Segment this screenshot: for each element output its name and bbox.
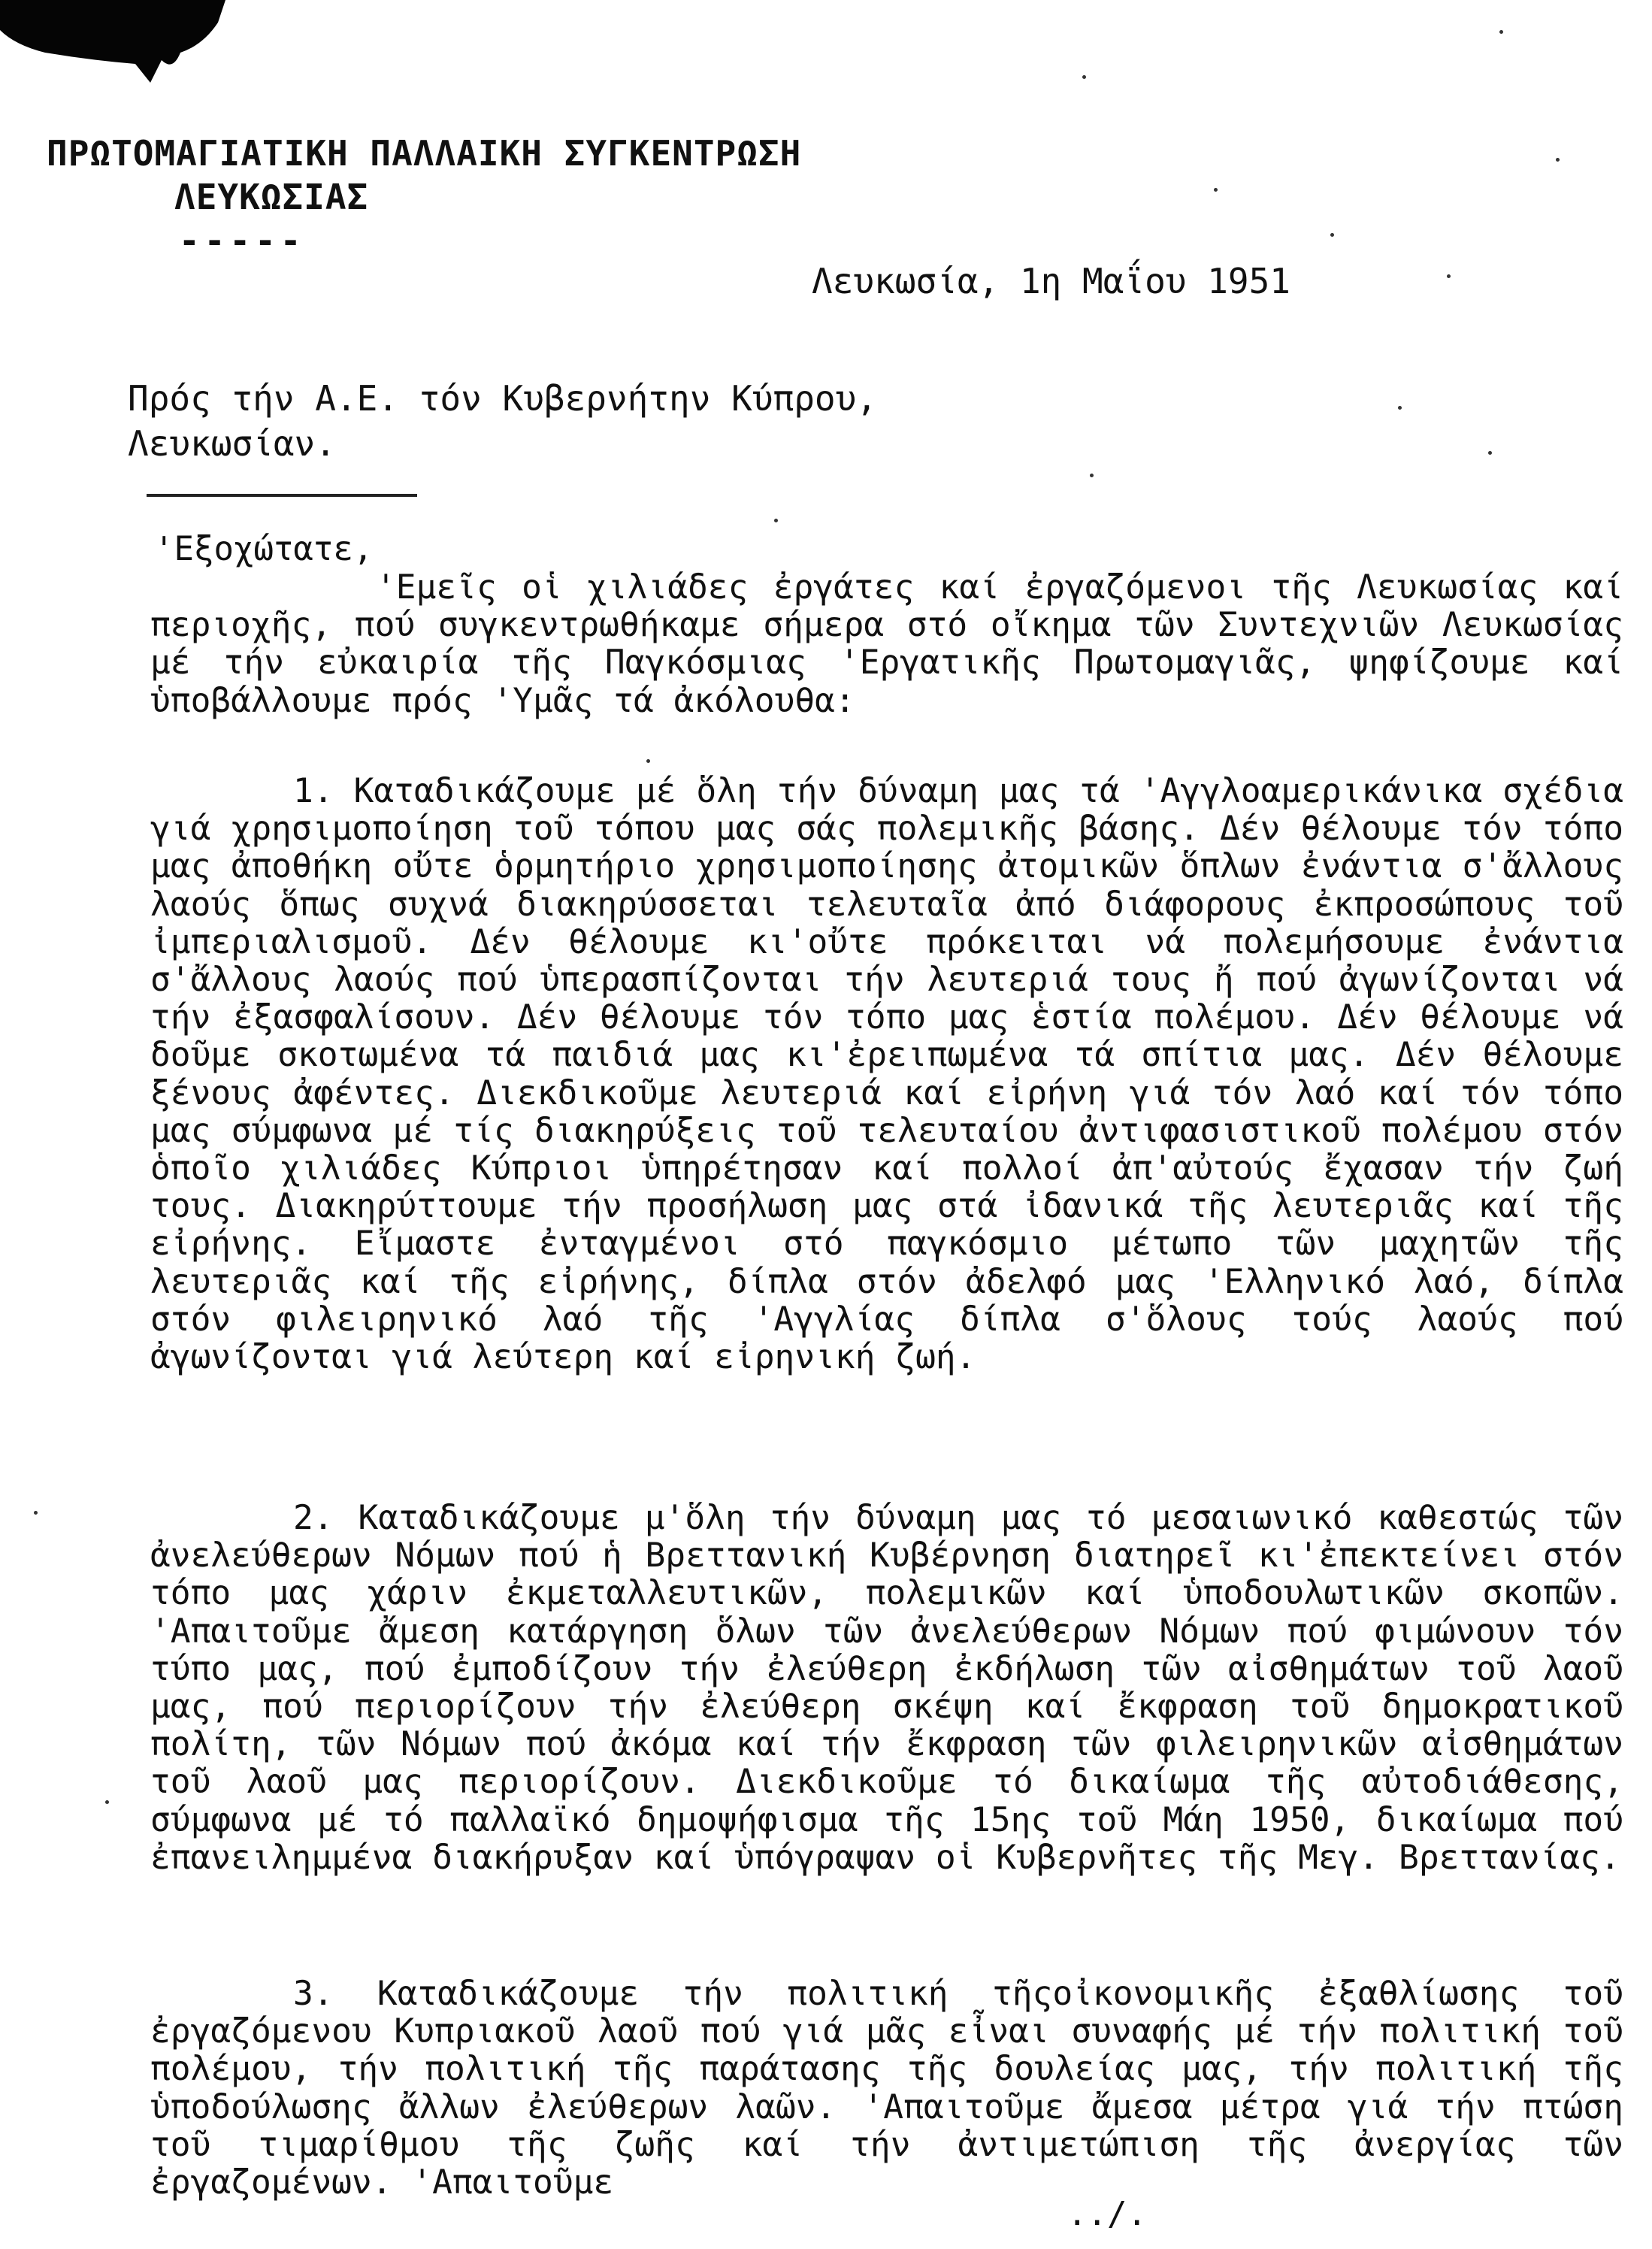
- paragraph-2-block: [150, 1500, 1623, 1877]
- dust-speck: [774, 519, 778, 522]
- dust-speck: [1556, 158, 1560, 162]
- dateline: Λευκωσία, 1η Μαΐου 1951: [812, 261, 1290, 301]
- recipient-line1: Πρός τήν Α.Ε. τόν Κυβερνήτην Κύπρου,: [128, 378, 877, 419]
- dust-speck: [1090, 474, 1094, 477]
- dust-speck: [1330, 233, 1334, 237]
- dust-speck: [1488, 451, 1492, 455]
- continuation-mark: ../.: [1067, 2195, 1147, 2233]
- organization-heading: [47, 132, 801, 262]
- dust-speck: [646, 759, 650, 763]
- intro-paragraph-block: [150, 569, 1623, 720]
- dust-speck: [1447, 274, 1451, 278]
- ink-blot-mark: [0, 0, 225, 83]
- paragraph-2: 2. Καταδικάζουμε μ'ὅλη τήν δύναμη μας τό μεσαιωνικό καθεστώς τῶν ἀνελεύθερων Νόμων πού ἡ Βρεττανική Κυβέρνηση διατηρεῖ κι'ἐπεκτείνει στόν τόπο μας χάριν ἐκμεταλλευτικῶν, πολεμικῶν καί ὑποδουλωτικῶν σκοπῶν. 'Απαιτοῦμε ἄμεση κατάργηση ὅλων τῶν ἀνελεύθερων Νόμων πού φιμώνουν τόν τύπο μας, πού ἐμποδίζουν τήν ἐλεύθερη ἐκδήλωση τῶν αἰσθημάτων τοῦ λαοῦ μας, πού περιορίζουν τήν ἐλεύθερη σκέψη καί ἔκφραση τοῦ δημοκρατικοῦ πολίτη, τῶν Νόμων πού ἀκόμα καί τήν ἔκφραση τῶν φιλειρηνικῶν αἰσθημάτων τοῦ λαοῦ μας περιορίζουν. Διεκδικοῦμε τό δικαίωμα τῆς αὐτοδιάθεσης, σύμφωνα μέ τό παλλαϊκό δημοψήφισμα τῆς 15ης τοῦ Μάη 1950, δικαίωμα πού ἐπανειλημμένα διακήρυξαν καί ὑπόγραψαν οἱ Κυβερνῆτες τῆς Μεγ. Βρεττανίας.: [150, 1499, 1623, 1877]
- intro-paragraph: 'Εμεῖς οἱ χιλιάδες ἐργάτες καί ἐργαζόμενοι τῆς Λευκωσίας καί περιοχῆς, πού συγκεντρωθήκαμε σήμερα στό οἴκημα τῶν Συντεχνιῶν Λευκωσίας μέ τήν εὐκαιρία τῆς Παγκόσμιας 'Εργατικῆς Πρωτομαγιᾶς, ψηφίζουμε καί ὑποβάλλουμε πρός 'Υμᾶς τά ἀκόλουθα:: [150, 568, 1623, 720]
- dust-speck: [1499, 30, 1503, 34]
- org-heading-rule: -----: [179, 220, 306, 261]
- paragraph-3: 3. Καταδικάζουμε τήν πολιτική τῆςοἰκονομικῆς ἐξαθλίωσης τοῦ ἐργαζόμενου Κυπριακοῦ λαοῦ πού γιά μᾶς εἶναι συναφής μέ τήν πολιτική τοῦ πολέμου, τήν πολιτική τῆς παράτασης τῆς δουλείας μας, τήν πολιτική τῆς ὑποδούλωσης ἄλλων ἐλεύθερων λαῶν. 'Απαιτοῦμε ἄμεσα μέτρα γιά τήν πτώση τοῦ τιμαρίθμου τῆς ζωῆς καί τήν ἀντιμετώπιση τῆς ἀνεργίας τῶν ἐργαζομένων. 'Απαιτοῦμε: [150, 1975, 1623, 2202]
- paragraph-1-block: [150, 773, 1623, 1376]
- dust-speck: [1398, 406, 1402, 410]
- separator-rule: [147, 494, 417, 497]
- dust-speck: [105, 1800, 109, 1804]
- dust-speck: [1082, 75, 1086, 79]
- paragraph-1: 1. Καταδικάζουμε μέ ὅλη τήν δύναμη μας τά 'Αγγλοαμερικάνικα σχέδια γιά χρησιμοποίηση τοῦ τόπου μας σάς πολεμικῆς βάσης. Δέν θέλουμε τόν τόπο μας ἀποθήκη οὔτε ὁρμητήριο χρησιμοποίησης ἀτομικῶν ὅπλων ἐνάντια σ'ἄλλους λαούς ὅπως συχνά διακηρύσσεται τελευταῖα ἀπό διάφορους ἐκπροσώπους τοῦ ἰμπεριαλισμοῦ. Δέν θέλουμε κι'οὔτε πρόκειται νά πολεμήσουμε ἐνάντια σ'ἄλλους λαούς πού ὑπερασπίζονται τήν λευτεριά τους ἤ πού ἀγωνίζονται νά τήν ἐξασφαλίσουν. Δέν θέλουμε τόν τόπο μας ἑστία πολέμου. Δέν θέλουμε νά δοῦμε σκοτωμένα τά παιδιά μας κι'ἐρειπωμένα τά σπίτια μας. Δέν θέλουμε ξένους ἀφέντες. Διεκδικοῦμε λευτεριά καί εἰρήνη γιά τόν λαό καί τόν τόπο μας σύμφωνα μέ τίς διακηρύξεις τοῦ τελευταίου ἀντιφασιστικοῦ πολέμου στόν ὁποῖο χιλιάδες Κύπριοι ὑπηρέτησαν καί πολλοί ἀπ'αὐτούς ἔχασαν τήν ζωή τους. Διακηρύττουμε τήν προσήλωση μας στά ἰδανικά τῆς λευτεριᾶς καί τῆς εἰρήνης. Εἴμαστε ἐνταγμένοι στό παγκόσμιο μέτωπο τῶν μαχητῶν τῆς λευτεριᾶς καί τῆς εἰρήνης, δίπλα στόν ἀδελφό μας 'Ελληνικό λαό, δίπλα στόν φιλειρηνικό λαό τῆς 'Αγγλίας δίπλα σ'ὅλους τούς λαούς πού ἀγωνίζονται γιά λεύτερη καί εἰρηνική ζωή.: [150, 772, 1623, 1377]
- org-name-line2: ΛΕΥΚΩΣΙΑΣ: [174, 177, 369, 217]
- paragraph-3-block: [150, 1975, 1623, 2202]
- dust-speck: [1214, 188, 1218, 192]
- salutation: 'Εξοχώτατε,: [154, 530, 374, 568]
- dust-speck: [34, 1511, 38, 1515]
- recipient-line2: Λευκωσίαν.: [128, 423, 336, 464]
- org-name-line1: ΠΡΩΤΟΜΑΓΙΑΤΙΚΗ ΠΑΛΛΑΙΚΗ ΣΥΓΚΕΝΤΡΩΣΗ: [47, 133, 802, 174]
- recipient-address: [128, 376, 877, 466]
